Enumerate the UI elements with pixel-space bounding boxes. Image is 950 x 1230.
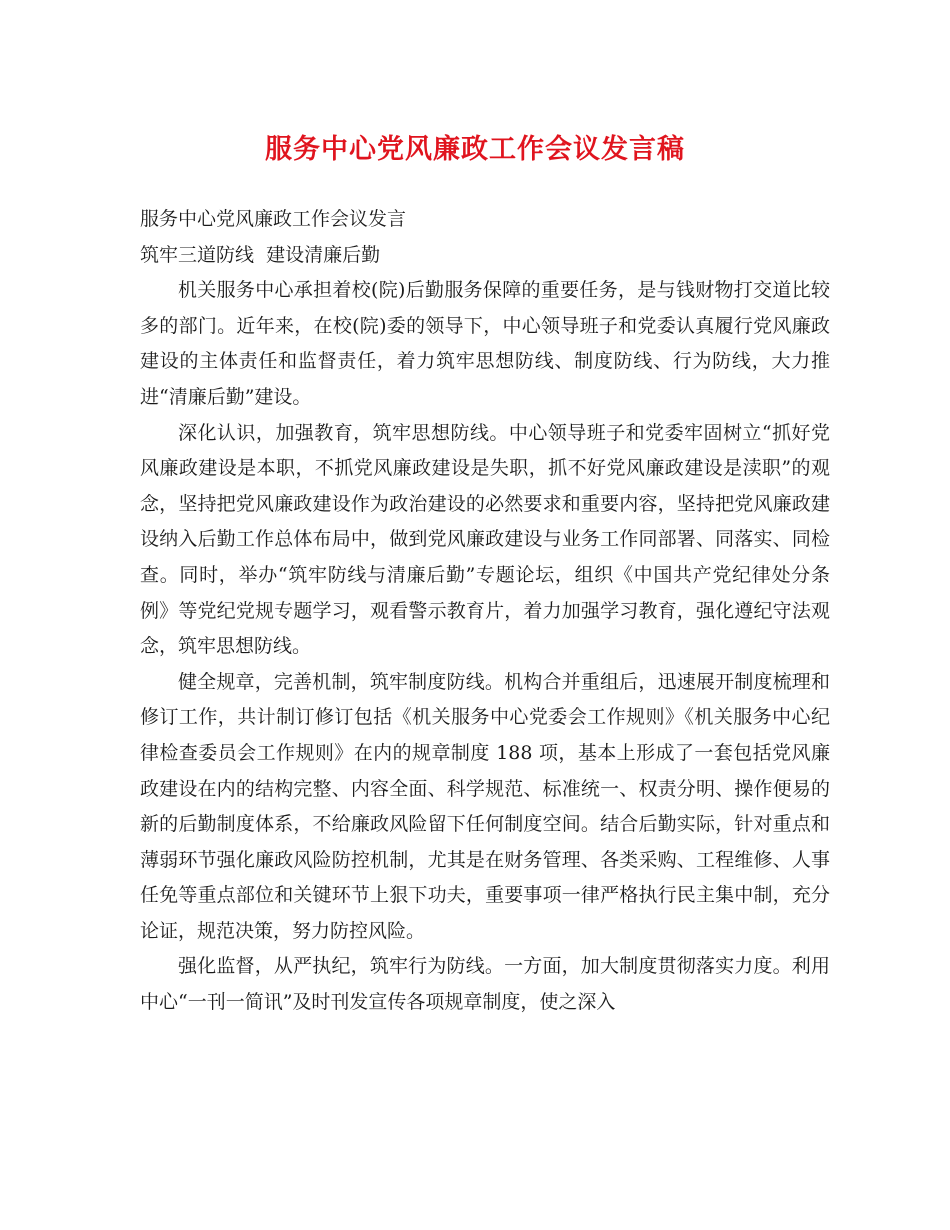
paragraph-intro: 机关服务中心承担着校(院)后勤服务保障的重要任务，是与钱财物打交道比较多的部门。近年来，在校(院)委的领导下，中心领导班子和党委认真履行党风廉政建设的主体责任和监督责任，着力筑牢思想防线、制度防线、行为防线，大力推进“清廉后勤”建设。: [140, 279, 830, 408]
document-title: 服务中心党风廉政工作会议发言稿: [265, 134, 685, 165]
subtitle-line-1: 服务中心党风廉政工作会议发言: [140, 208, 407, 230]
subtitle-line-2: 筑牢三道防线 建设清廉后勤: [140, 243, 381, 266]
paragraph-system-defense: 健全规章，完善机制，筑牢制度防线。机构合并重组后，迅速展开制度梳理和修订工作，共计制订修订包括《机关服务中心党委会工作规则》《机关服务中心纪律检查委员会工作规则》在内的规章制度 188 项，基本上形成了一套包括党风廉政建设在内的结构完整、内容全面、科学规范、标准统一、权责分明、操作便易的新的后勤制度体系，不给廉政风险留下任何制度空间。结合后勤实际，针对重点和薄弱环节强化廉政风险防控机制，尤其是在财务管理、各类采购、工程维修、人事任免等重点部位和关键环节上狠下功夫，重要事项一律严格执行民主集中制，充分论证，规范决策，努力防控风险。: [140, 670, 830, 942]
document-body: [140, 202, 830, 1021]
paragraph-ideology-defense: 深化认识，加强教育，筑牢思想防线。中心领导班子和党委牢固树立“抓好党风廉政建设是本职，不抓党风廉政建设是失职，抓不好党风廉政建设是渎职”的观念，坚持把党风廉政建设作为政治建设的必然要求和重要内容，坚持把党风廉政建设纳入后勤工作总体布局中，做到党风廉政建设与业务工作同部署、同落实、同检查。同时，举办“筑牢防线与清廉后勤”专题论坛，组织《中国共产党纪律处分条例》等党纪党规专题学习，观看警示教育片，着力加强学习教育，强化遵纪守法观念，筑牢思想防线。: [140, 421, 830, 658]
paragraph-conduct-defense: 强化监督，从严执纪，筑牢行为防线。一方面，加大制度贯彻落实力度。利用中心“一刊一简讯”及时刊发宣传各项规章制度，使之深入: [140, 955, 830, 1014]
